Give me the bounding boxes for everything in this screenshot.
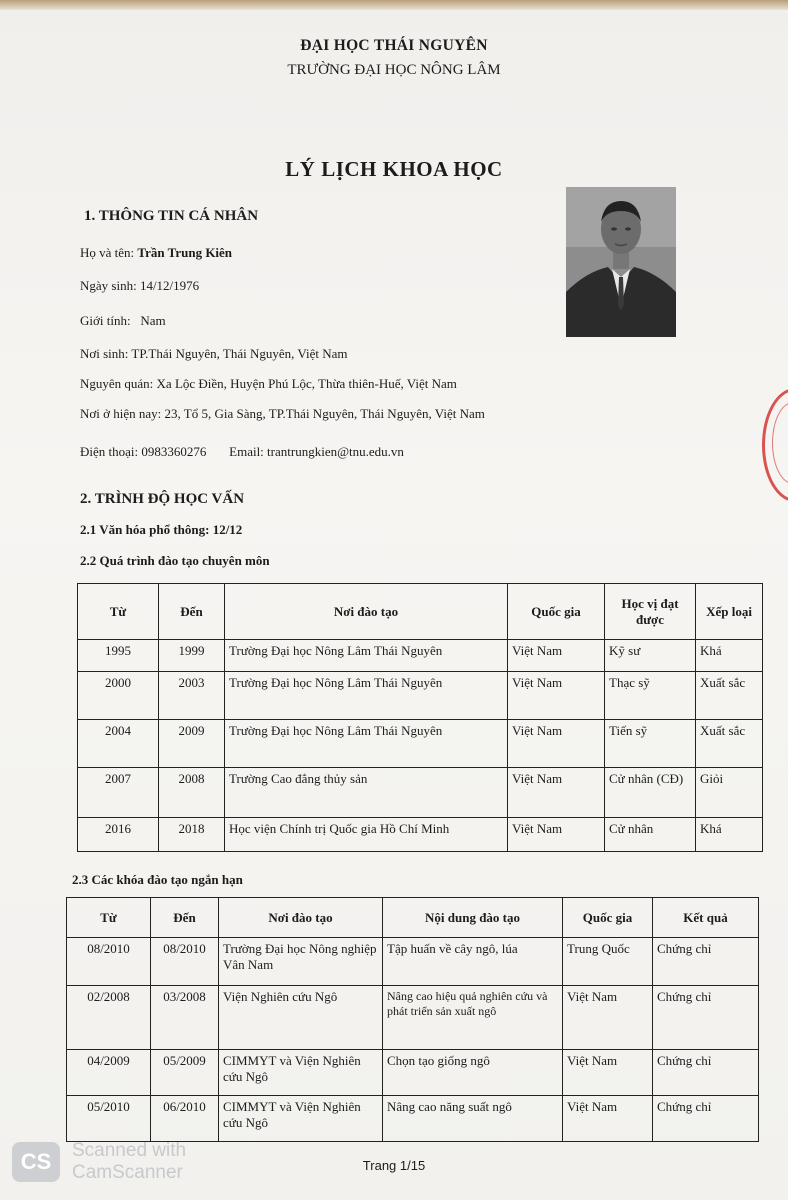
gender-label: Giới tính: [80,313,131,328]
professional-training-table [77,583,763,852]
cell-from: 1995 [78,640,159,672]
cell-rank: Xuất sắc [696,720,763,768]
cell-degree: Tiến sỹ [605,720,696,768]
table-row [78,818,763,852]
full-name-row [80,245,232,261]
general-education: 2.1 Văn hóa phổ thông: 12/12 [80,522,243,537]
watermark-line-1: Scanned with [72,1140,187,1161]
cell-rank: Giỏi [696,768,763,818]
col-header-to: Đến [159,584,225,640]
cell-content: Chọn tạo giống ngô [383,1050,563,1096]
birthplace: Nơi sinh: TP.Thái Nguyên, Thái Nguyên, Việt Nam [80,346,348,361]
cell-from: 02/2008 [67,986,151,1050]
table-row [67,938,759,986]
professional-training-heading: 2.2 Quá trình đào tạo chuyên môn [80,553,270,568]
col-header-rank: Xếp loại [696,584,763,640]
cell-to: 06/2010 [151,1096,219,1142]
watermark-line-2: CamScanner [72,1162,183,1183]
cell-from: 2004 [78,720,159,768]
section-2-heading: 2. TRÌNH ĐỘ HỌC VẤN [80,491,245,507]
col-header-degree: Học vị đạt được [605,584,696,640]
cell-content: Nâng cao năng suất ngô [383,1096,563,1142]
cell-from: 2000 [78,672,159,720]
cell-institution: Học viện Chính trị Quốc gia Hồ Chí Minh [225,818,508,852]
phone-number: Điện thoại: 0983360276 [80,444,207,459]
table-row [67,1096,759,1142]
table-header-row [78,584,763,640]
cell-country: Việt Nam [508,640,605,672]
full-name-label: Họ và tên: [80,245,138,260]
cell-from: 2016 [78,818,159,852]
cell-from: 2007 [78,768,159,818]
table-header-row [67,898,759,938]
university-name: ĐẠI HỌC THÁI NGUYÊN [300,37,488,54]
cell-to: 2003 [159,672,225,720]
cell-result: Chứng chỉ [653,1050,759,1096]
cell-country: Việt Nam [563,986,653,1050]
cell-to: 1999 [159,640,225,672]
cell-country: Việt Nam [508,818,605,852]
full-name-value: Trần Trung Kiên [137,245,233,260]
cell-country: Việt Nam [508,672,605,720]
cell-rank: Khá [696,640,763,672]
cell-to: 2018 [159,818,225,852]
page-number: Trang 1/15 [362,1158,426,1173]
col-header-country: Quốc gia [563,898,653,938]
cell-degree: Cử nhân [605,818,696,852]
contact-row [80,444,404,460]
email-address: Email: trantrungkien@tnu.edu.vn [229,444,404,459]
camscanner-logo-icon: CS [12,1142,60,1182]
cell-rank: Khá [696,818,763,852]
portrait-photo [566,187,676,337]
table-row [67,1050,759,1096]
document-title: LÝ LỊCH KHOA HỌC [285,157,503,181]
cell-degree: Cử nhân (CĐ) [605,768,696,818]
col-header-from: Từ [67,898,151,938]
hometown: Nguyên quán: Xa Lộc Điền, Huyện Phú Lộc, Thừa thiên-Huế, Việt Nam [80,376,457,391]
cell-country: Việt Nam [508,720,605,768]
cell-result: Chứng chỉ [653,1096,759,1142]
cell-institution: Trường Đại học Nông Lâm Thái Nguyên [225,672,508,720]
cell-institution: Viện Nghiên cứu Ngô [219,986,383,1050]
cell-to: 08/2010 [151,938,219,986]
short-courses-heading: 2.3 Các khóa đào tạo ngắn hạn [72,872,243,887]
col-header-to: Đến [151,898,219,938]
cell-institution: Trường Đại học Nông nghiệp Vân Nam [219,938,383,986]
cell-country: Trung Quốc [563,938,653,986]
cell-institution: Trường Cao đẳng thủy sản [225,768,508,818]
col-header-content: Nội dung đào tạo [383,898,563,938]
short-courses-table [66,897,759,1142]
portrait-image [566,187,676,337]
col-header-result: Kết quả [653,898,759,938]
table-row [78,640,763,672]
table-row [78,720,763,768]
gender-value: Nam [140,313,166,328]
cell-to: 03/2008 [151,986,219,1050]
col-header-institution: Nơi đào tạo [225,584,508,640]
cell-institution: Trường Đại học Nông Lâm Thái Nguyên [225,720,508,768]
cell-country: Việt Nam [508,768,605,818]
col-header-from: Từ [78,584,159,640]
cell-country: Việt Nam [563,1050,653,1096]
cell-degree: Kỹ sư [605,640,696,672]
cell-result: Chứng chỉ [653,986,759,1050]
section-1-heading: 1. THÔNG TIN CÁ NHÂN [84,208,259,224]
school-name: TRƯỜNG ĐẠI HỌC NÔNG LÂM [287,62,501,78]
col-header-institution: Nơi đào tạo [219,898,383,938]
cell-from: 08/2010 [67,938,151,986]
cell-from: 05/2010 [67,1096,151,1142]
table-row [67,986,759,1050]
cell-rank: Xuất sắc [696,672,763,720]
table-row [78,768,763,818]
cell-degree: Thạc sỹ [605,672,696,720]
gender-row [80,313,166,329]
cell-country: Việt Nam [563,1096,653,1142]
current-residence: Nơi ở hiện nay: 23, Tổ 5, Gia Sàng, TP.Thái Nguyên, Thái Nguyên, Việt Nam [80,406,485,421]
cell-result: Chứng chỉ [653,938,759,986]
cell-to: 05/2009 [151,1050,219,1096]
page-top-edge [0,0,788,10]
cell-to: 2009 [159,720,225,768]
cell-content: Tập huấn về cây ngô, lúa [383,938,563,986]
cell-to: 2008 [159,768,225,818]
cell-from: 04/2009 [67,1050,151,1096]
cell-institution: Trường Đại học Nông Lâm Thái Nguyên [225,640,508,672]
cell-institution: CIMMYT và Viện Nghiên cứu Ngô [219,1050,383,1096]
table-row [78,672,763,720]
col-header-country: Quốc gia [508,584,605,640]
cell-content: Nâng cao hiệu quả nghiên cứu và phát triển sản xuất ngô [383,986,563,1050]
cell-institution: CIMMYT và Viện Nghiên cứu Ngô [219,1096,383,1142]
date-of-birth: Ngày sinh: 14/12/1976 [80,278,200,293]
